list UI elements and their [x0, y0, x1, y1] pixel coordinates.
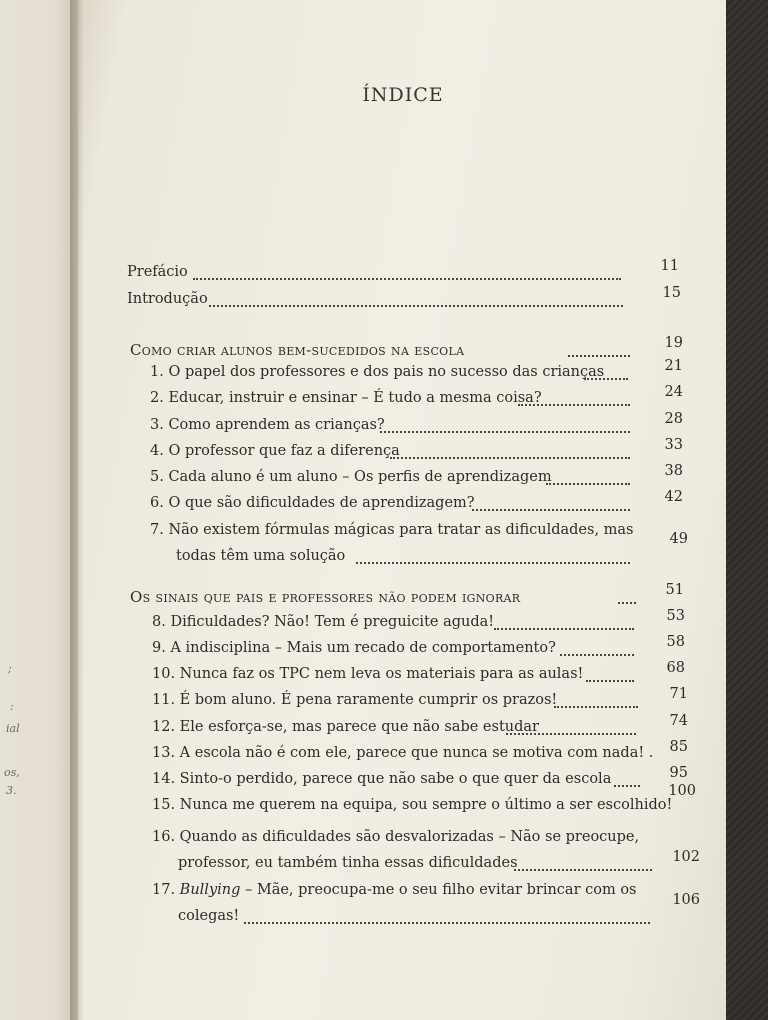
page-gutter-shadow	[70, 0, 84, 1020]
toc-page-number: 38	[664, 463, 683, 479]
toc-entry	[150, 522, 686, 548]
toc-entry-prefacio	[127, 258, 683, 290]
left-page-fragment: 3.	[6, 784, 17, 797]
toc-entry-text: 8. Dificuldades? Não! Tem é preguicite aguda!	[152, 614, 495, 630]
toc-entry-text: 4. O professor que faz a diferença	[150, 443, 400, 459]
toc-entry	[150, 489, 686, 521]
toc-entry-text: 16. Quando as dificuldades são desvalorizadas – Não se preocupe,	[152, 829, 640, 845]
toc-entry-continuation	[176, 531, 688, 574]
toc-entry	[150, 384, 686, 416]
toc-entry-text: 10. Nunca faz os TPC nem leva os materiais para as aulas!	[152, 666, 584, 682]
toc-entry-text: 5. Cada aluno é um aluno – Os perfis de aprendizagem	[150, 469, 552, 485]
toc-entry-text: colegas!	[178, 908, 240, 924]
toc-page-number: 102	[672, 849, 700, 865]
toc-page-number: 95	[669, 765, 688, 781]
left-page-fragment: os,	[4, 766, 20, 779]
toc-section-text: Como criar alunos bem-sucedidos na escola	[130, 341, 465, 359]
toc-entry-continuation	[178, 849, 700, 881]
toc-section-heading	[130, 582, 686, 614]
toc-page-number: 19	[664, 335, 683, 351]
leader-dots	[586, 677, 634, 682]
toc-entry	[152, 634, 688, 666]
toc-entry-rest: – Mãe, preocupa-me o seu filho evitar brincar com os	[245, 882, 637, 898]
toc-entry	[152, 686, 688, 718]
toc-entry-text: Prefácio	[127, 264, 188, 280]
toc-entry	[152, 765, 688, 797]
left-page-fragment: ial	[6, 722, 20, 735]
leader-dots	[518, 401, 630, 406]
toc-page-number: 21	[664, 358, 683, 374]
toc-entry	[152, 608, 688, 640]
toc-page-number: 53	[666, 608, 685, 624]
toc-entry-text: professor, eu também tinha essas dificuldades	[178, 855, 518, 871]
leader-dots	[546, 480, 630, 485]
toc-entry	[152, 739, 688, 771]
toc-entry-text: 2. Educar, instruir e ensinar – É tudo a mesma coisa?	[150, 390, 542, 406]
toc-page-number: 33	[664, 437, 683, 453]
toc-entry	[152, 713, 688, 745]
left-page-fragment: ;	[8, 662, 12, 675]
leader-dots	[244, 919, 650, 924]
toc-page-number: 74	[669, 713, 688, 729]
leader-dots	[560, 651, 634, 656]
leader-dots	[568, 352, 630, 357]
leader-dots	[614, 782, 640, 787]
left-page	[0, 0, 78, 1020]
toc-section-text: Os sinais que pais e professores não podem ignorar	[130, 588, 521, 606]
toc-page-number: 42	[664, 489, 683, 505]
leader-dots	[554, 703, 638, 708]
toc-page-number: 68	[666, 660, 685, 676]
page-title: ÍNDICE	[362, 84, 444, 106]
toc-page-number: 51	[665, 582, 684, 598]
toc-page-number: 49	[669, 531, 688, 547]
leader-dots	[618, 599, 636, 604]
toc-entry	[152, 829, 688, 855]
toc-entry-text: 14. Sinto-o perdido, parece que não sabe o que quer da escola	[152, 771, 612, 787]
toc-page-number: 24	[664, 384, 683, 400]
toc-entry-text: 15. Nunca me querem na equipa, sou sempre o último a ser escolhido!	[152, 797, 673, 813]
toc-entry	[150, 358, 686, 390]
toc-entry-text: 13. A escola não é com ele, parece que nunca se motiva com nada! .	[152, 745, 654, 761]
leader-dots	[380, 428, 630, 433]
leader-dots	[193, 275, 621, 280]
leader-dots	[506, 730, 636, 735]
toc-page-number: 15	[662, 285, 681, 301]
toc-entry-introducao	[127, 285, 683, 317]
leader-dots	[494, 625, 634, 630]
toc-page-number: 100	[668, 783, 696, 799]
toc-page-number: 11	[660, 258, 679, 274]
toc-entry-text: 6. O que são dificuldades de aprendizagem?	[150, 495, 475, 511]
toc-entry-text: 9. A indisciplina – Mais um recado de comportamento?	[152, 640, 556, 656]
toc-entry-text: 11. É bom aluno. É pena raramente cumprir os prazos!	[152, 692, 558, 708]
toc-page-number: 85	[669, 739, 688, 755]
toc-entry-emphasis: Bullying	[179, 882, 241, 898]
leader-dots	[514, 866, 652, 871]
toc-entry-number: 17.	[152, 882, 176, 898]
toc-entry	[152, 660, 688, 692]
toc-page-number: 28	[664, 411, 683, 427]
leader-dots	[390, 454, 630, 459]
toc-entry	[152, 783, 696, 823]
leader-dots	[356, 559, 630, 564]
toc-entry-text	[152, 882, 637, 898]
leader-dots	[584, 375, 628, 380]
toc-entry-text: 3. Como aprendem as crianças?	[150, 417, 385, 433]
toc-entry-text: 7. Não existem fórmulas mágicas para tratar as dificuldades, mas	[150, 522, 634, 538]
leader-dots	[209, 302, 623, 307]
toc-entry-continuation	[178, 892, 700, 934]
toc-entry	[150, 437, 686, 469]
toc-entry-text: todas têm uma solução	[176, 548, 346, 564]
leader-dots	[472, 506, 630, 511]
left-page-fragment: :	[10, 700, 14, 713]
toc-entry	[150, 411, 686, 443]
toc-entry-text: 12. Ele esforça-se, mas parece que não sabe estudar	[152, 719, 539, 735]
toc-page-number: 71	[669, 686, 688, 702]
toc-entry-text: 1. O papel dos professores e dos pais no sucesso das crianças	[150, 364, 605, 380]
background-fabric	[726, 0, 768, 1020]
toc-entry	[150, 463, 686, 495]
toc-entry	[152, 882, 688, 908]
toc-page-number: 106	[672, 892, 700, 908]
toc-page-number: 58	[666, 634, 685, 650]
toc-entry-text: Introdução	[127, 291, 208, 307]
